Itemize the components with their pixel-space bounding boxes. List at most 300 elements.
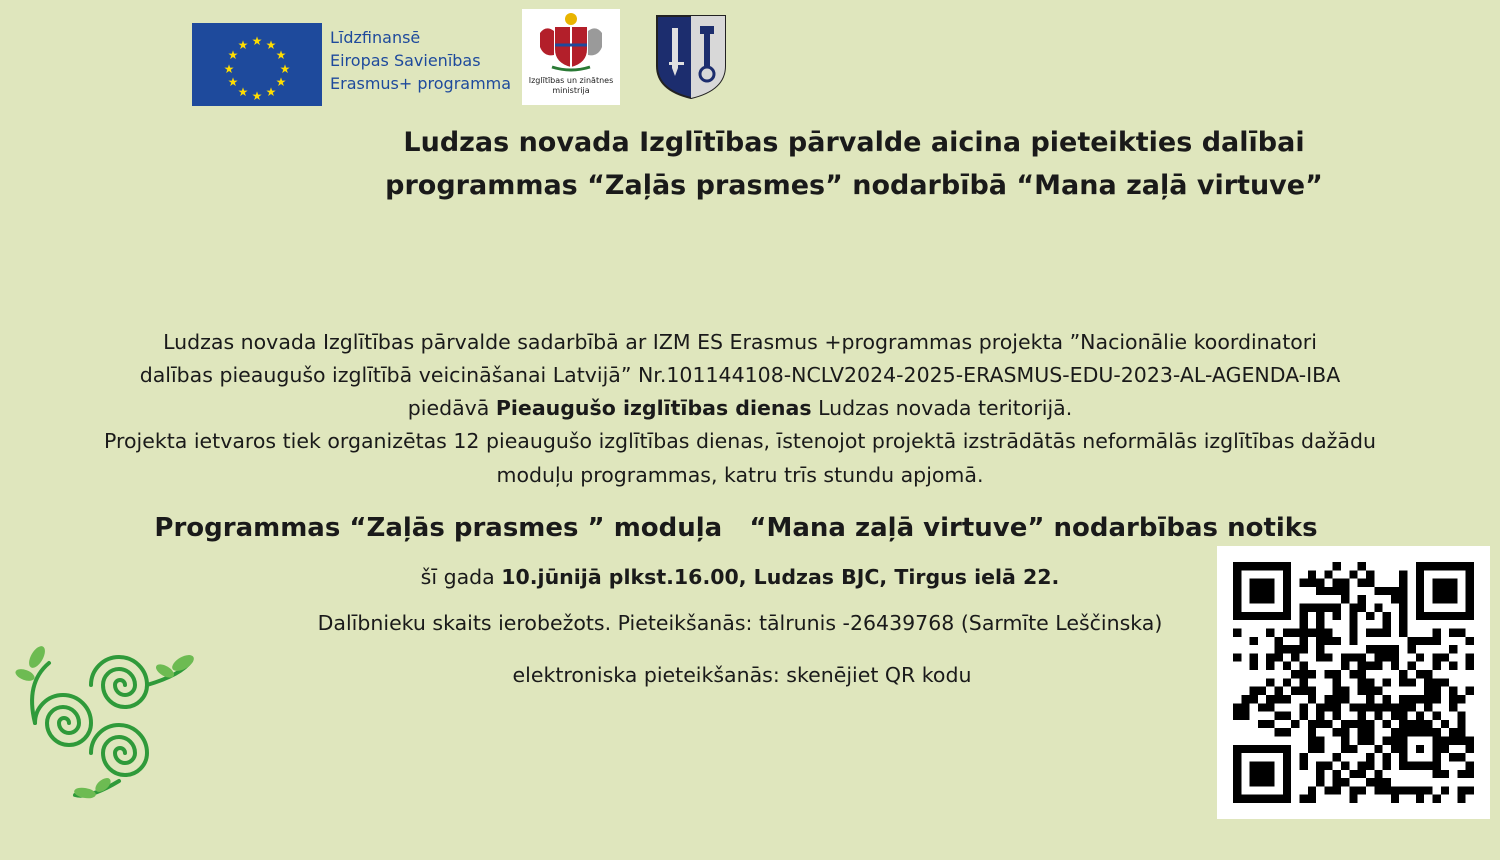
qr-module	[1341, 695, 1349, 703]
qr-module	[1291, 645, 1299, 653]
svg-text:★: ★	[275, 48, 287, 62]
qr-module	[1358, 770, 1366, 778]
qr-module	[1266, 612, 1274, 620]
qr-module	[1374, 712, 1382, 720]
qr-module	[1358, 595, 1366, 603]
qr-module	[1416, 595, 1424, 603]
qr-module	[1374, 653, 1382, 661]
qr-module	[1466, 579, 1474, 587]
qr-module	[1416, 587, 1424, 595]
qr-module	[1432, 562, 1440, 570]
qr-module	[1291, 628, 1299, 636]
qr-module	[1366, 737, 1374, 745]
qr-module	[1449, 662, 1457, 670]
qr-module	[1233, 628, 1241, 636]
qr-module	[1449, 645, 1457, 653]
qr-module	[1308, 695, 1316, 703]
qr-module	[1432, 678, 1440, 686]
qr-module	[1399, 628, 1407, 636]
qr-module	[1316, 628, 1324, 636]
qr-module	[1283, 604, 1291, 612]
qr-module	[1275, 645, 1283, 653]
qr-module	[1308, 728, 1316, 736]
qr-module	[1424, 670, 1432, 678]
qr-module	[1266, 562, 1274, 570]
qr-module	[1358, 687, 1366, 695]
qr-module	[1233, 612, 1241, 620]
qr-module	[1374, 703, 1382, 711]
qr-module	[1283, 579, 1291, 587]
qr-module	[1424, 678, 1432, 686]
qr-module	[1349, 604, 1357, 612]
qr-module	[1424, 562, 1432, 570]
qr-module	[1408, 695, 1416, 703]
qr-module	[1241, 712, 1249, 720]
qr-module	[1457, 753, 1465, 761]
qr-module	[1333, 670, 1341, 678]
qr-module	[1358, 703, 1366, 711]
qr-module	[1299, 628, 1307, 636]
qr-module	[1333, 786, 1341, 794]
contact-line: Dalībnieku skaits ierobežots. Pieteikšanās: tālrunis -26439768 (Sarmīte Leščinska)	[317, 611, 1163, 635]
qr-module	[1349, 570, 1357, 578]
qr-module	[1283, 753, 1291, 761]
qr-module	[1366, 753, 1374, 761]
qr-module	[1233, 562, 1241, 570]
qr-module	[1333, 778, 1341, 786]
project-paragraph-line1: Projekta ietvaros tiek organizētas 12 pieaugušo izglītības dienas, īstenojot projektā izstrādātās neformālās izglītības dažādu	[104, 429, 1376, 453]
qr-module	[1341, 745, 1349, 753]
qr-module	[1399, 703, 1407, 711]
qr-module	[1316, 620, 1324, 628]
qr-module	[1233, 595, 1241, 603]
qr-module	[1299, 712, 1307, 720]
qr-module	[1333, 703, 1341, 711]
page-title-line1: Ludzas novada Izglītības pārvalde aicina pieteikties dalībai	[403, 127, 1305, 158]
intro-paragraph-line3	[0, 392, 1480, 425]
qr-module	[1457, 737, 1465, 745]
qr-module	[1275, 712, 1283, 720]
qr-module	[1408, 728, 1416, 736]
qr-module	[1283, 628, 1291, 636]
event-date-bold: 10.jūnijā plkst.16.00, Ludzas BJC, Tirgus ielā 22.	[501, 565, 1060, 589]
qr-module	[1324, 786, 1332, 794]
qr-module	[1349, 786, 1357, 794]
qr-module	[1358, 712, 1366, 720]
qr-module	[1416, 670, 1424, 678]
qr-module	[1466, 604, 1474, 612]
qr-module	[1250, 778, 1258, 786]
qr-module	[1358, 562, 1366, 570]
qr-module	[1399, 737, 1407, 745]
qr-module	[1283, 587, 1291, 595]
qr-module	[1341, 761, 1349, 769]
qr-module	[1250, 662, 1258, 670]
qr-module	[1366, 728, 1374, 736]
qr-module	[1283, 795, 1291, 803]
qr-module	[1250, 579, 1258, 587]
qr-module	[1432, 653, 1440, 661]
qr-module	[1449, 612, 1457, 620]
qr-module	[1316, 653, 1324, 661]
qr-module	[1358, 670, 1366, 678]
ministry-caption-line1: Izglītības un zinātnes	[528, 76, 614, 85]
qr-module	[1366, 612, 1374, 620]
qr-module	[1374, 786, 1382, 794]
qr-module	[1432, 753, 1440, 761]
qr-code[interactable]	[1217, 546, 1490, 819]
qr-module	[1383, 678, 1391, 686]
qr-module	[1399, 753, 1407, 761]
qr-module	[1432, 695, 1440, 703]
svg-text:★: ★	[223, 62, 235, 76]
qr-module	[1341, 595, 1349, 603]
latvia-coat-of-arms-icon	[522, 9, 620, 73]
qr-module	[1316, 761, 1324, 769]
qr-module	[1416, 761, 1424, 769]
qr-module	[1349, 670, 1357, 678]
qr-module	[1374, 587, 1382, 595]
qr-module	[1358, 579, 1366, 587]
qr-module	[1316, 778, 1324, 786]
qr-module	[1416, 745, 1424, 753]
qr-module	[1233, 604, 1241, 612]
qr-module	[1416, 570, 1424, 578]
ministry-logo	[522, 9, 620, 105]
project-paragraph-line2: moduļu programmas, katru trīs stundu apjomā.	[496, 463, 984, 487]
qr-module	[1391, 786, 1399, 794]
qr-module	[1266, 628, 1274, 636]
qr-module	[1399, 570, 1407, 578]
qr-module	[1358, 737, 1366, 745]
qr-module	[1349, 770, 1357, 778]
qr-module	[1266, 579, 1274, 587]
qr-module	[1441, 587, 1449, 595]
qr-module	[1358, 662, 1366, 670]
qr-module	[1466, 737, 1474, 745]
qr-module	[1283, 695, 1291, 703]
qr-module	[1358, 653, 1366, 661]
qr-module	[1324, 604, 1332, 612]
qr-module	[1308, 795, 1316, 803]
qr-module	[1233, 786, 1241, 794]
qr-module	[1466, 662, 1474, 670]
qr-module	[1432, 728, 1440, 736]
qr-module	[1308, 628, 1316, 636]
qr-module	[1250, 653, 1258, 661]
qr-module	[1457, 720, 1465, 728]
qr-module	[1399, 587, 1407, 595]
qr-module	[1383, 645, 1391, 653]
qr-module	[1324, 653, 1332, 661]
qr-module	[1333, 612, 1341, 620]
qr-module	[1333, 712, 1341, 720]
qr-module	[1432, 595, 1440, 603]
qr-module	[1299, 703, 1307, 711]
qr-module	[1324, 720, 1332, 728]
qr-module	[1441, 770, 1449, 778]
qr-module	[1250, 745, 1258, 753]
qr-module	[1457, 628, 1465, 636]
qr-module	[1283, 761, 1291, 769]
qr-module	[1449, 728, 1457, 736]
qr-module	[1424, 687, 1432, 695]
qr-module	[1308, 737, 1316, 745]
qr-module	[1275, 562, 1283, 570]
qr-module	[1258, 595, 1266, 603]
qr-module	[1275, 695, 1283, 703]
qr-module	[1366, 570, 1374, 578]
qr-module	[1241, 703, 1249, 711]
qr-module	[1341, 662, 1349, 670]
qr-module	[1424, 720, 1432, 728]
qr-module	[1333, 587, 1341, 595]
qr-module	[1308, 670, 1316, 678]
qr-module	[1466, 761, 1474, 769]
qr-module	[1258, 687, 1266, 695]
qr-module	[1466, 562, 1474, 570]
qr-module	[1349, 653, 1357, 661]
qr-module	[1283, 645, 1291, 653]
intro-paragraph-line1: Ludzas novada Izglītības pārvalde sadarbībā ar IZM ES Erasmus +programmas projekta ”Nacionālie koordinatori	[163, 330, 1317, 354]
qr-module	[1283, 678, 1291, 686]
qr-module	[1324, 761, 1332, 769]
qr-module	[1341, 587, 1349, 595]
page-title-line2: programmas “Zaļās prasmes” nodarbībā “Mana zaļā virtuve”	[385, 170, 1323, 201]
qr-module	[1466, 637, 1474, 645]
qr-module	[1449, 753, 1457, 761]
svg-text:★: ★	[237, 85, 249, 99]
qr-module	[1258, 579, 1266, 587]
qr-module	[1241, 695, 1249, 703]
svg-text:★: ★	[237, 38, 249, 52]
qr-module	[1457, 786, 1465, 794]
qr-module	[1308, 720, 1316, 728]
qr-module	[1408, 761, 1416, 769]
qr-module	[1316, 703, 1324, 711]
qr-module	[1241, 745, 1249, 753]
qr-module	[1466, 587, 1474, 595]
qr-module	[1383, 695, 1391, 703]
qr-module	[1399, 604, 1407, 612]
qr-module	[1408, 720, 1416, 728]
intro-line3-bold: Pieaugušo izglītības dienas	[495, 396, 812, 420]
qr-module	[1233, 570, 1241, 578]
eu-flag-icon	[192, 23, 322, 106]
qr-module	[1432, 628, 1440, 636]
qr-module	[1241, 562, 1249, 570]
qr-module	[1432, 612, 1440, 620]
qr-module	[1416, 728, 1424, 736]
qr-module	[1449, 579, 1457, 587]
qr-module	[1258, 703, 1266, 711]
qr-module	[1424, 612, 1432, 620]
qr-module	[1299, 620, 1307, 628]
qr-module	[1391, 737, 1399, 745]
qr-module	[1341, 579, 1349, 587]
intro-paragraph-line2: dalības pieaugušo izglītībā veicināšanai Latvijā” Nr.101144108-NCLV2024-2025-ERASMUS-EDU-2023-AL-AGENDA-IBA	[139, 363, 1341, 387]
qr-module	[1366, 761, 1374, 769]
qr-module	[1266, 653, 1274, 661]
qr-module	[1333, 687, 1341, 695]
qr-module	[1383, 587, 1391, 595]
qr-module	[1383, 653, 1391, 661]
qr-module	[1308, 786, 1316, 794]
qr-module	[1466, 786, 1474, 794]
qr-module	[1374, 745, 1382, 753]
qr-module	[1441, 737, 1449, 745]
qr-module	[1349, 720, 1357, 728]
qr-module	[1275, 653, 1283, 661]
triskelion-leaves-icon	[15, 635, 195, 803]
qr-module	[1416, 604, 1424, 612]
qr-module	[1241, 795, 1249, 803]
qr-module	[1383, 737, 1391, 745]
qr-module	[1416, 637, 1424, 645]
qr-module	[1299, 579, 1307, 587]
qr-module	[1258, 795, 1266, 803]
qr-module	[1466, 653, 1474, 661]
qr-module	[1374, 770, 1382, 778]
qr-module	[1466, 770, 1474, 778]
qr-module	[1291, 687, 1299, 695]
qr-module	[1316, 745, 1324, 753]
qr-module	[1275, 745, 1283, 753]
qr-module	[1316, 604, 1324, 612]
qr-module	[1266, 761, 1274, 769]
qr-module	[1341, 687, 1349, 695]
eu-text-line1: Līdzfinansē	[330, 28, 421, 47]
qr-module	[1250, 595, 1258, 603]
qr-module	[1324, 628, 1332, 636]
qr-module	[1349, 637, 1357, 645]
qr-module	[1233, 587, 1241, 595]
qr-module	[1432, 662, 1440, 670]
ministry-caption	[522, 76, 620, 96]
qr-module	[1441, 612, 1449, 620]
qr-module	[1399, 670, 1407, 678]
qr-module	[1283, 745, 1291, 753]
qr-module	[1383, 761, 1391, 769]
svg-text:★: ★	[265, 85, 277, 99]
qr-module	[1441, 786, 1449, 794]
qr-module	[1449, 687, 1457, 695]
qr-module	[1250, 795, 1258, 803]
qr-module	[1424, 786, 1432, 794]
qr-module	[1416, 695, 1424, 703]
qr-module	[1299, 662, 1307, 670]
qr-module	[1258, 761, 1266, 769]
event-date-pre: šī gada	[420, 565, 502, 589]
qr-module	[1258, 778, 1266, 786]
qr-module	[1333, 637, 1341, 645]
qr-module	[1358, 786, 1366, 794]
qr-module	[1308, 579, 1316, 587]
qr-module	[1408, 786, 1416, 794]
qr-module	[1299, 753, 1307, 761]
qr-module	[1366, 645, 1374, 653]
qr-module	[1258, 770, 1266, 778]
qr-module	[1291, 653, 1299, 661]
qr-module	[1374, 645, 1382, 653]
qr-module	[1441, 579, 1449, 587]
qr-module	[1316, 770, 1324, 778]
qr-module	[1358, 728, 1366, 736]
qr-module	[1250, 587, 1258, 595]
qr-module	[1358, 678, 1366, 686]
qr-module	[1316, 645, 1324, 653]
qr-module	[1333, 695, 1341, 703]
qr-module	[1391, 645, 1399, 653]
qr-module	[1466, 612, 1474, 620]
qr-module	[1250, 612, 1258, 620]
qr-module	[1308, 570, 1316, 578]
qr-module	[1250, 695, 1258, 703]
qr-module	[1374, 628, 1382, 636]
qr-module	[1258, 720, 1266, 728]
qr-module	[1441, 678, 1449, 686]
qr-module	[1416, 579, 1424, 587]
qr-module	[1341, 737, 1349, 745]
qr-module	[1399, 579, 1407, 587]
qr-module	[1366, 687, 1374, 695]
qr-module	[1341, 778, 1349, 786]
qr-module	[1275, 795, 1283, 803]
qr-module	[1266, 745, 1274, 753]
qr-module	[1233, 778, 1241, 786]
qr-module	[1441, 745, 1449, 753]
qr-module	[1383, 720, 1391, 728]
qr-module	[1233, 712, 1241, 720]
qr-module	[1333, 604, 1341, 612]
eu-cofunding-text	[330, 26, 511, 95]
qr-module	[1333, 770, 1341, 778]
qr-module	[1399, 745, 1407, 753]
qr-module	[1258, 745, 1266, 753]
qr-module	[1449, 587, 1457, 595]
qr-module	[1416, 612, 1424, 620]
qr-module	[1275, 612, 1283, 620]
qr-module	[1250, 761, 1258, 769]
qr-module	[1250, 637, 1258, 645]
qr-module	[1291, 720, 1299, 728]
qr-module	[1308, 604, 1316, 612]
qr-module	[1424, 703, 1432, 711]
qr-module	[1316, 720, 1324, 728]
qr-module	[1408, 662, 1416, 670]
ministry-caption-line2: ministrija	[552, 86, 590, 95]
qr-module	[1283, 778, 1291, 786]
qr-module	[1383, 612, 1391, 620]
qr-module	[1266, 720, 1274, 728]
svg-text:★: ★	[275, 75, 287, 89]
ludza-crest-icon	[655, 14, 727, 100]
qr-module	[1258, 612, 1266, 620]
qr-module	[1441, 720, 1449, 728]
qr-module	[1424, 695, 1432, 703]
qr-module	[1349, 620, 1357, 628]
svg-text:★: ★	[251, 89, 263, 103]
qr-module	[1432, 737, 1440, 745]
qr-module	[1416, 720, 1424, 728]
qr-module	[1266, 678, 1274, 686]
qr-module	[1424, 728, 1432, 736]
qr-module	[1408, 637, 1416, 645]
qr-module	[1316, 637, 1324, 645]
qr-module	[1283, 595, 1291, 603]
qr-module	[1299, 795, 1307, 803]
qr-module	[1366, 778, 1374, 786]
